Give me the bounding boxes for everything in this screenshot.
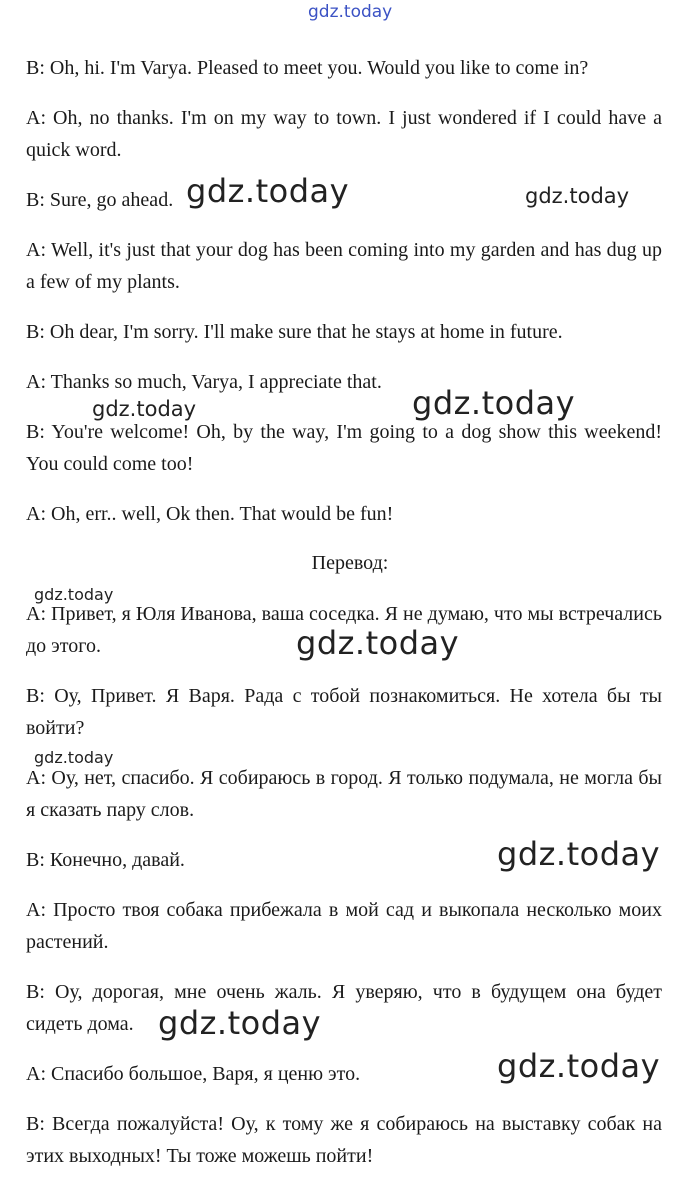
russian-line-5: A: Просто твоя собака прибежала в мой сад и выкопала несколько моих растений. bbox=[26, 899, 662, 953]
russian-line-4: B: Конечно, давай. bbox=[26, 849, 185, 871]
english-line-8: A: Oh, err.. well, Ok then. That would be fun! bbox=[26, 503, 394, 525]
english-line-2: A: Oh, no thanks. I'm on my way to town. I just wondered if I could have a quick word. bbox=[26, 107, 662, 161]
english-line-5: B: Oh dear, I'm sorry. I'll make sure that he stays at home in future. bbox=[26, 321, 563, 343]
russian-line-3: A: Оу, нет, спасибо. Я собираюсь в город. Я только подумала, не могла бы я сказать пару слов. bbox=[26, 767, 662, 821]
watermark: gdz.today bbox=[497, 835, 661, 873]
english-line-6: A: Thanks so much, Varya, I appreciate that. bbox=[26, 371, 382, 393]
russian-line-1: A: Привет, я Юля Иванова, ваша соседка. Я не думаю, что мы встречались до этого. bbox=[26, 603, 662, 657]
english-line-1: B: Oh, hi. I'm Varya. Pleased to meet you. Would you like to come in? bbox=[26, 57, 589, 79]
watermark: gdz.today bbox=[296, 624, 460, 662]
russian-line-6: B: Оу, дорогая, мне очень жаль. Я уверяю, что в будущем она будет сидеть дома. bbox=[26, 981, 662, 1035]
english-line-4: A: Well, it's just that your dog has been coming into my garden and has dug up a few of my plants. bbox=[26, 239, 662, 293]
watermark: gdz.today bbox=[158, 1004, 322, 1042]
russian-line-8: B: Всегда пожалуйста! Оу, к тому же я собираюсь на выставку собак на этих выходных! Ты тоже можешь пойти! bbox=[26, 1113, 662, 1167]
watermark: gdz.today bbox=[92, 397, 197, 421]
header-watermark: gdz.today bbox=[308, 2, 393, 22]
watermark: gdz.today bbox=[525, 184, 630, 208]
russian-line-7: A: Спасибо большое, Варя, я ценю это. bbox=[26, 1063, 361, 1085]
russian-line-2: B: Оу, Привет. Я Варя. Рада с тобой познакомиться. Не хотела бы ты войти? bbox=[26, 685, 662, 739]
watermark: gdz.today bbox=[186, 172, 350, 210]
watermark: gdz.today bbox=[412, 384, 576, 422]
watermark: gdz.today bbox=[34, 585, 114, 604]
english-line-7: B: You're welcome! Oh, by the way, I'm going to a dog show this weekend! You could come too! bbox=[26, 421, 662, 475]
watermark: gdz.today bbox=[497, 1047, 661, 1085]
watermark: gdz.today bbox=[34, 748, 114, 767]
translation-heading: Перевод: bbox=[311, 552, 389, 574]
english-line-3: B: Sure, go ahead. bbox=[26, 189, 174, 211]
